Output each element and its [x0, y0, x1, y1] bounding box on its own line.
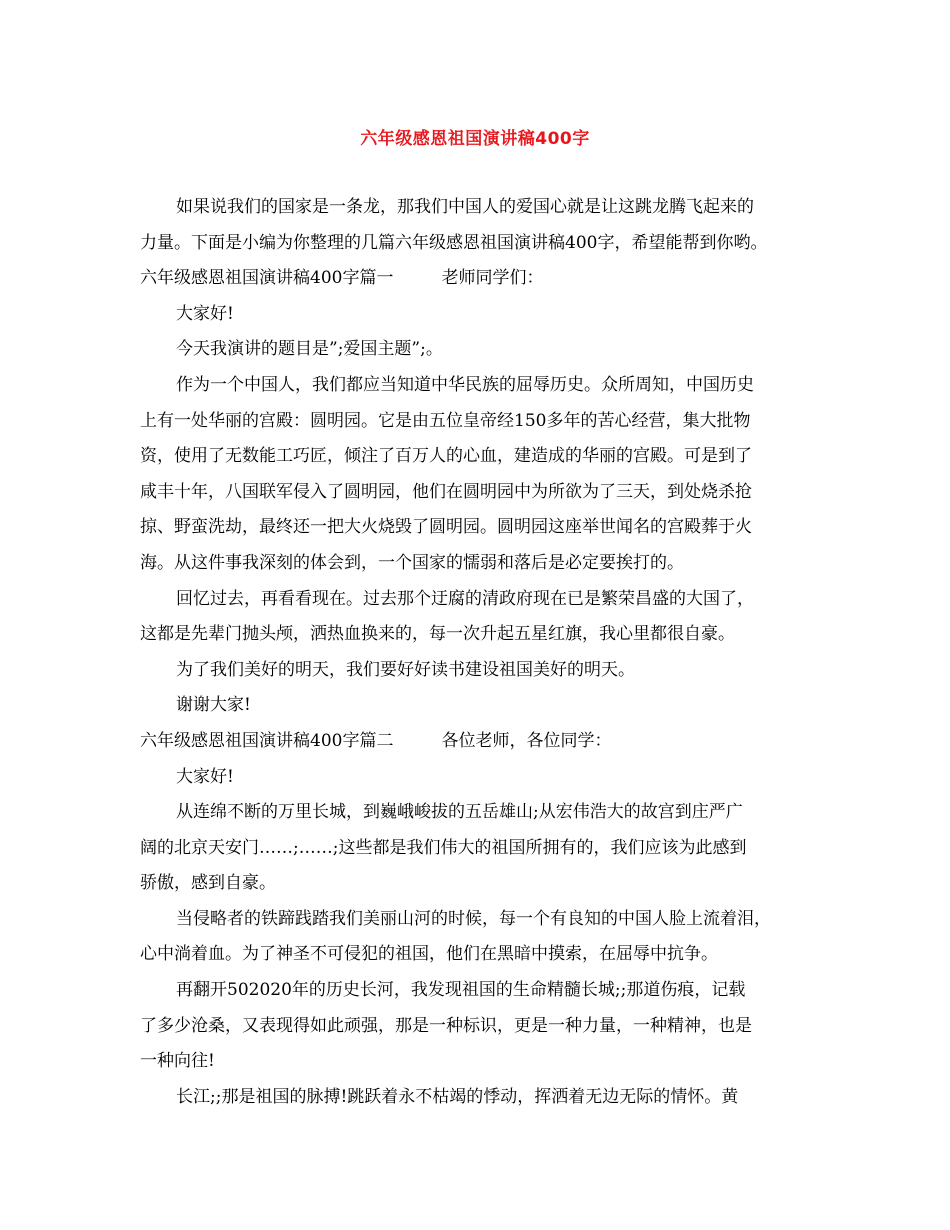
- document-title: 六年级感恩祖国演讲稿400字: [360, 129, 590, 149]
- paragraph-line: 当侵略者的铁蹄践踏我们美丽山河的时候，每一个有良知的中国人脸上流着泪，: [176, 908, 771, 929]
- paragraph-line: 谢谢大家!: [176, 695, 251, 716]
- section-heading-line: [140, 724, 815, 760]
- paragraph-line: 资，使用了无数能工巧匠，倾注了百万人的心血，建造成的华丽的宫殿。可是到了: [140, 446, 752, 467]
- paragraph-line: 如果说我们的国家是一条龙，那我们中国人的爱国心就是让这跳龙腾飞起来的: [176, 197, 754, 217]
- paragraph-line: 大家好!: [176, 766, 234, 787]
- paragraph-line: 这都是先辈门抛头颅，洒热血换来的，每一次升起五星红旗，我心里都很自豪。: [140, 624, 735, 645]
- paragraph-line: 作为一个中国人，我们都应当知道中华民族的屈辱历史。众所周知，中国历史: [176, 374, 754, 395]
- paragraph-line: 了多少沧桑，又表现得如此顽强，那是一种标识，更是一种力量，一种精神，也是: [140, 1015, 752, 1036]
- paragraph-line: 咸丰十年，八国联军侵入了圆明园，他们在圆明园中为所欲为了三天，到处烧杀抢: [140, 481, 752, 502]
- salutation: 各位老师，各位同学：: [441, 730, 612, 751]
- paragraph-line: 海。从这件事我深刻的体会到，一个国家的懦弱和落后是必定要挨打的。: [140, 552, 684, 573]
- paragraph-line: 为了我们美好的明天，我们要好好读书建设祖国美好的明天。: [176, 659, 635, 680]
- section-heading: 六年级感恩祖国演讲稿400字篇一: [140, 268, 394, 289]
- section-heading: 六年级感恩祖国演讲稿400字篇二: [140, 730, 394, 751]
- paragraph-line: 今天我演讲的题目是”;爱国主题”;。: [176, 339, 443, 360]
- paragraph-line: 从连绵不断的万里长城，到巍峨峻拔的五岳雄山;从宏伟浩大的故宫到庄严广: [176, 802, 743, 823]
- salutation: 老师同学们：: [441, 268, 544, 289]
- section-heading-line: [140, 261, 815, 297]
- paragraph-line: 阔的北京天安门……;……;这些都是我们伟大的祖国所拥有的，我们应该为此感到: [140, 837, 747, 858]
- paragraph-line: 力量。下面是小编为你整理的几篇六年级感恩祖国演讲稿400字，希望能帮到你哟。: [140, 232, 768, 253]
- paragraph-line: 大家好!: [176, 303, 234, 324]
- paragraph-line: 再翻开502020年的历史长河，我发现祖国的生命精髓长城;;那道伤痕，记载: [176, 980, 746, 1001]
- paragraph-line: 掠、野蛮洗劫，最终还一把大火烧毁了圆明园。圆明园这座举世闻名的宫殿葬于火: [140, 517, 752, 538]
- paragraph-line: 骄傲，感到自豪。: [140, 873, 276, 894]
- document-body: [140, 190, 815, 1115]
- paragraph-line: 上有一处华丽的宫殿：圆明园。它是由五位皇帝经150多年的苦心经营，集大批物: [140, 410, 751, 431]
- paragraph-line: 回忆过去，再看看现在。过去那个迂腐的清政府现在已是繁荣昌盛的大国了，: [176, 588, 754, 609]
- paragraph-line: 长江;;那是祖国的脉搏!跳跃着永不枯竭的悸动，挥洒着无边无际的情怀。黄: [176, 1086, 739, 1107]
- paragraph-line: 一种向往!: [140, 1051, 215, 1072]
- paragraph-line: 心中淌着血。为了神圣不可侵犯的祖国，他们在黑暗中摸索，在屈辱中抗争。: [140, 944, 718, 965]
